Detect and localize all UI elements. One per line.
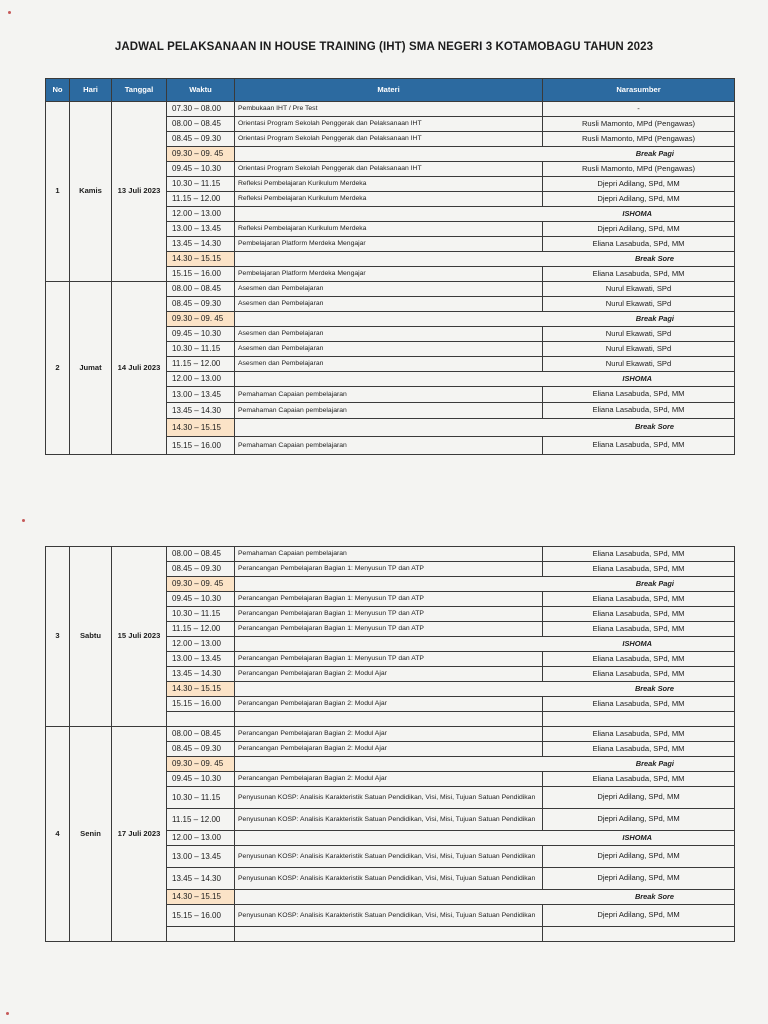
time-cell: 09.45 – 10.30: [167, 592, 235, 607]
break-label: Break Sore: [235, 682, 735, 697]
materi-cell: Penyusunan KOSP: Analisis Karakteristik Satuan Pendidikan, Visi, Misi, Tujuan Satuan Pendidikan: [235, 905, 543, 927]
ishoma-label: ISHOMA: [235, 637, 735, 652]
materi-cell: Refleksi Pembelajaran Kurikulum Merdeka: [235, 177, 543, 192]
narasumber-cell: Eliana Lasabuda, SPd, MM: [543, 772, 735, 787]
time-cell: 11.15 – 12.00: [167, 622, 235, 637]
day-date: 17 Juli 2023: [112, 727, 167, 942]
narasumber-cell: Eliana Lasabuda, SPd, MM: [543, 267, 735, 282]
narasumber-cell: Eliana Lasabuda, SPd, MM: [543, 667, 735, 682]
narasumber-cell: [543, 712, 735, 727]
break-label: Break Pagi: [235, 577, 735, 592]
header-no: No: [46, 79, 70, 102]
break-label: Break Pagi: [235, 147, 735, 162]
narasumber-cell: Djepri Adilang, SPd, MM: [543, 787, 735, 809]
materi-cell: Pemahaman Capaian pembelajaran: [235, 547, 543, 562]
materi-cell: Perancangan Pembelajaran Bagian 2: Modul Ajar: [235, 727, 543, 742]
day-name: Sabtu: [70, 547, 112, 727]
narasumber-cell: Eliana Lasabuda, SPd, MM: [543, 592, 735, 607]
time-cell: 12.00 – 13.00: [167, 831, 235, 846]
day-name: Kamis: [70, 102, 112, 282]
paper-speck: [8, 11, 11, 14]
schedule-row: [46, 727, 735, 742]
time-cell: 09.30 – 09. 45: [167, 577, 235, 592]
materi-cell: Asesmen dan Pembelajaran: [235, 342, 543, 357]
header-tanggal: Tanggal: [112, 79, 167, 102]
materi-cell: Refleksi Pembelajaran Kurikulum Merdeka: [235, 192, 543, 207]
time-cell: 15.15 – 16.00: [167, 905, 235, 927]
materi-cell: Perancangan Pembelajaran Bagian 2: Modul Ajar: [235, 697, 543, 712]
day-number: 4: [46, 727, 70, 942]
narasumber-cell: Eliana Lasabuda, SPd, MM: [543, 727, 735, 742]
time-cell: 11.15 – 12.00: [167, 357, 235, 372]
narasumber-cell: Eliana Lasabuda, SPd, MM: [543, 562, 735, 577]
materi-cell: Perancangan Pembelajaran Bagian 2: Modul Ajar: [235, 742, 543, 757]
time-cell: 08.45 – 09.30: [167, 742, 235, 757]
materi-cell: Asesmen dan Pembelajaran: [235, 357, 543, 372]
materi-cell: Perancangan Pembelajaran Bagian 1: Menyusun TP dan ATP: [235, 652, 543, 667]
ishoma-label: ISHOMA: [235, 207, 735, 222]
time-cell: 07.30 – 08.00: [167, 102, 235, 117]
time-cell: 08.00 – 08.45: [167, 117, 235, 132]
narasumber-cell: Nurul Ekawati, SPd: [543, 357, 735, 372]
time-cell: 10.30 – 11.15: [167, 607, 235, 622]
materi-cell: Orientasi Program Sekolah Penggerak dan Pelaksanaan IHT: [235, 162, 543, 177]
schedule-row: [46, 102, 735, 117]
schedule-table-page-1: [45, 78, 735, 455]
narasumber-cell: Djepri Adilang, SPd, MM: [543, 905, 735, 927]
time-cell: 13.00 – 13.45: [167, 846, 235, 868]
narasumber-cell: Eliana Lasabuda, SPd, MM: [543, 622, 735, 637]
time-cell: 08.45 – 09.30: [167, 132, 235, 147]
time-cell: 09.45 – 10.30: [167, 772, 235, 787]
schedule-row: [46, 547, 735, 562]
time-cell: 13.00 – 13.45: [167, 652, 235, 667]
break-label: Break Pagi: [235, 312, 735, 327]
time-cell: [167, 927, 235, 942]
day-date: 14 Juli 2023: [112, 282, 167, 455]
day-number: 1: [46, 102, 70, 282]
time-cell: 12.00 – 13.00: [167, 207, 235, 222]
materi-cell: Refleksi Pembelajaran Kurikulum Merdeka: [235, 222, 543, 237]
materi-cell: Perancangan Pembelajaran Bagian 2: Modul Ajar: [235, 667, 543, 682]
narasumber-cell: Eliana Lasabuda, SPd, MM: [543, 697, 735, 712]
materi-cell: Perancangan Pembelajaran Bagian 1: Menyusun TP dan ATP: [235, 607, 543, 622]
ishoma-label: ISHOMA: [235, 831, 735, 846]
narasumber-cell: Djepri Adilang, SPd, MM: [543, 809, 735, 831]
time-cell: 08.00 – 08.45: [167, 282, 235, 297]
time-cell: 12.00 – 13.00: [167, 372, 235, 387]
table-header-row: [46, 79, 735, 102]
header-hari: Hari: [70, 79, 112, 102]
time-cell: [167, 712, 235, 727]
narasumber-cell: Eliana Lasabuda, SPd, MM: [543, 607, 735, 622]
time-cell: 08.00 – 08.45: [167, 547, 235, 562]
materi-cell: Pembukaan IHT / Pre Test: [235, 102, 543, 117]
materi-cell: Pembelajaran Platform Merdeka Mengajar: [235, 267, 543, 282]
schedule-table-page-2: [45, 546, 735, 942]
time-cell: 14.30 – 15.15: [167, 682, 235, 697]
time-cell: 09.45 – 10.30: [167, 162, 235, 177]
header-materi: Materi: [235, 79, 543, 102]
time-cell: 10.30 – 11.15: [167, 177, 235, 192]
materi-cell: Penyusunan KOSP: Analisis Karakteristik Satuan Pendidikan, Visi, Misi, Tujuan Satuan Pendidikan: [235, 787, 543, 809]
materi-cell: Asesmen dan Pembelajaran: [235, 282, 543, 297]
time-cell: 09.45 – 10.30: [167, 327, 235, 342]
materi-cell: Perancangan Pembelajaran Bagian 2: Modul Ajar: [235, 772, 543, 787]
narasumber-cell: Rusli Mamonto, MPd (Pengawas): [543, 132, 735, 147]
time-cell: 14.30 – 15.15: [167, 419, 235, 437]
day-number: 2: [46, 282, 70, 455]
materi-cell: Penyusunan KOSP: Analisis Karakteristik Satuan Pendidikan, Visi, Misi, Tujuan Satuan Pendidikan: [235, 809, 543, 831]
narasumber-cell: Eliana Lasabuda, SPd, MM: [543, 403, 735, 419]
materi-cell: Perancangan Pembelajaran Bagian 1: Menyusun TP dan ATP: [235, 622, 543, 637]
time-cell: 10.30 – 11.15: [167, 787, 235, 809]
ishoma-label: ISHOMA: [235, 372, 735, 387]
materi-cell: Orientasi Program Sekolah Penggerak dan Pelaksanaan IHT: [235, 117, 543, 132]
narasumber-cell: Nurul Ekawati, SPd: [543, 297, 735, 312]
time-cell: 09.30 – 09. 45: [167, 757, 235, 772]
narasumber-cell: Djepri Adilang, SPd, MM: [543, 222, 735, 237]
time-cell: 11.15 – 12.00: [167, 809, 235, 831]
narasumber-cell: Djepri Adilang, SPd, MM: [543, 177, 735, 192]
break-label: Break Sore: [235, 252, 735, 267]
materi-cell: Asesmen dan Pembelajaran: [235, 297, 543, 312]
time-cell: 13.45 – 14.30: [167, 237, 235, 252]
time-cell: 15.15 – 16.00: [167, 437, 235, 455]
time-cell: 09.30 – 09. 45: [167, 147, 235, 162]
narasumber-cell: Nurul Ekawati, SPd: [543, 282, 735, 297]
break-label: Break Sore: [235, 890, 735, 905]
narasumber-cell: Eliana Lasabuda, SPd, MM: [543, 237, 735, 252]
materi-cell: Pemahaman Capaian pembelajaran: [235, 437, 543, 455]
time-cell: 08.45 – 09.30: [167, 297, 235, 312]
paper-speck: [22, 519, 25, 522]
narasumber-cell: Eliana Lasabuda, SPd, MM: [543, 387, 735, 403]
time-cell: 13.45 – 14.30: [167, 868, 235, 890]
day-name: Senin: [70, 727, 112, 942]
materi-cell: [235, 712, 543, 727]
header-waktu: Waktu: [167, 79, 235, 102]
document-title: JADWAL PELAKSANAAN IN HOUSE TRAINING (IHT) SMA NEGERI 3 KOTAMOBAGU TAHUN 2023: [114, 41, 654, 53]
time-cell: 08.45 – 09.30: [167, 562, 235, 577]
narasumber-cell: Eliana Lasabuda, SPd, MM: [543, 547, 735, 562]
time-cell: 09.30 – 09. 45: [167, 312, 235, 327]
time-cell: 13.00 – 13.45: [167, 222, 235, 237]
paper-speck: [6, 1012, 9, 1015]
time-cell: 13.45 – 14.30: [167, 667, 235, 682]
header-narasumber: Narasumber: [543, 79, 735, 102]
materi-cell: Penyusunan KOSP: Analisis Karakteristik Satuan Pendidikan, Visi, Misi, Tujuan Satuan Pendidikan: [235, 868, 543, 890]
narasumber-cell: Rusli Mamonto, MPd (Pengawas): [543, 162, 735, 177]
day-date: 13 Juli 2023: [112, 102, 167, 282]
narasumber-cell: Nurul Ekawati, SPd: [543, 327, 735, 342]
materi-cell: Perancangan Pembelajaran Bagian 1: Menyusun TP dan ATP: [235, 592, 543, 607]
narasumber-cell: Rusli Mamonto, MPd (Pengawas): [543, 117, 735, 132]
time-cell: 14.30 – 15.15: [167, 890, 235, 905]
narasumber-cell: Nurul Ekawati, SPd: [543, 342, 735, 357]
narasumber-cell: Djepri Adilang, SPd, MM: [543, 846, 735, 868]
materi-cell: Pembelajaran Platform Merdeka Mengajar: [235, 237, 543, 252]
materi-cell: [235, 927, 543, 942]
narasumber-cell: [543, 927, 735, 942]
day-date: 15 Juli 2023: [112, 547, 167, 727]
time-cell: 10.30 – 11.15: [167, 342, 235, 357]
time-cell: 15.15 – 16.00: [167, 267, 235, 282]
narasumber-cell: Eliana Lasabuda, SPd, MM: [543, 437, 735, 455]
narasumber-cell: Djepri Adilang, SPd, MM: [543, 192, 735, 207]
narasumber-cell: Eliana Lasabuda, SPd, MM: [543, 742, 735, 757]
time-cell: 13.00 – 13.45: [167, 387, 235, 403]
time-cell: 15.15 – 16.00: [167, 697, 235, 712]
time-cell: 14.30 – 15.15: [167, 252, 235, 267]
schedule-row: [46, 282, 735, 297]
materi-cell: Penyusunan KOSP: Analisis Karakteristik Satuan Pendidikan, Visi, Misi, Tujuan Satuan Pendidikan: [235, 846, 543, 868]
narasumber-cell: -: [543, 102, 735, 117]
time-cell: 11.15 – 12.00: [167, 192, 235, 207]
break-label: Break Pagi: [235, 757, 735, 772]
materi-cell: Pemahaman Capaian pembelajaran: [235, 387, 543, 403]
day-number: 3: [46, 547, 70, 727]
time-cell: 12.00 – 13.00: [167, 637, 235, 652]
break-label: Break Sore: [235, 419, 735, 437]
time-cell: 08.00 – 08.45: [167, 727, 235, 742]
time-cell: 13.45 – 14.30: [167, 403, 235, 419]
materi-cell: Pemahaman Capaian pembelajaran: [235, 403, 543, 419]
day-name: Jumat: [70, 282, 112, 455]
materi-cell: Orientasi Program Sekolah Penggerak dan Pelaksanaan IHT: [235, 132, 543, 147]
narasumber-cell: Djepri Adilang, SPd, MM: [543, 868, 735, 890]
materi-cell: Asesmen dan Pembelajaran: [235, 327, 543, 342]
narasumber-cell: Eliana Lasabuda, SPd, MM: [543, 652, 735, 667]
materi-cell: Perancangan Pembelajaran Bagian 1: Menyusun TP dan ATP: [235, 562, 543, 577]
